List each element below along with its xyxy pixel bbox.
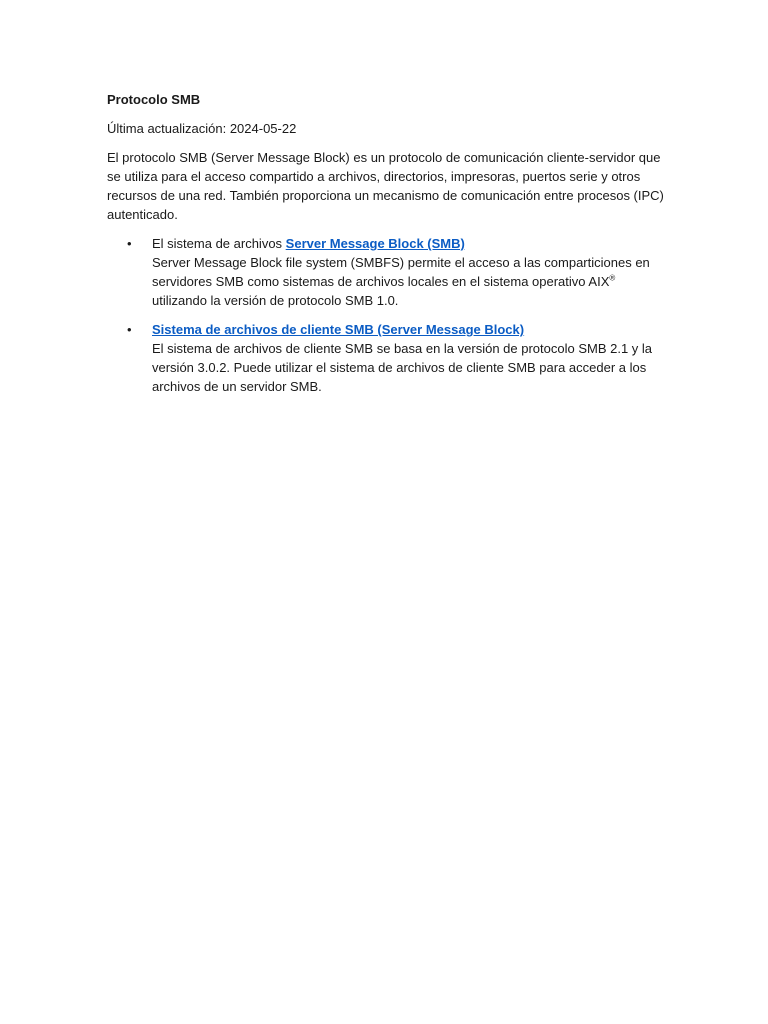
smb-link[interactable]: Server Message Block (SMB) xyxy=(285,236,465,251)
description-text: Server Message Block file system (SMBFS) permite el acceso a las comparticiones en servidores SMB como sistemas de archivos locales en el sistema operativo AIX xyxy=(152,255,650,289)
bullet-icon: • xyxy=(127,322,132,337)
item-description xyxy=(152,253,667,310)
page-title: Protocolo SMB xyxy=(107,92,201,107)
description-text-end: utilizando la versión de protocolo SMB 1.0. xyxy=(152,293,399,308)
item-prefix: El sistema de archivos xyxy=(152,236,286,251)
document-page xyxy=(107,90,667,406)
intro-paragraph: El protocolo SMB (Server Message Block) es un protocolo de comunicación cliente-servidor que se utiliza para el acceso compartido a archivos, directorios, impresoras, puertos serie y otros recursos de una red. También proporciona un mecanismo de comunicación entre procesos (IPC) autenticado. xyxy=(107,150,664,222)
topic-list xyxy=(107,234,667,396)
last-updated: Última actualización: 2024-05-22 xyxy=(107,121,297,136)
list-item xyxy=(107,320,667,396)
bullet-icon: • xyxy=(127,236,132,251)
registered-mark: ® xyxy=(609,273,616,283)
smb-client-link[interactable]: Sistema de archivos de cliente SMB (Server Message Block) xyxy=(152,322,525,337)
item-description: El sistema de archivos de cliente SMB se basa en la versión de protocolo SMB 2.1 y la versión 3.0.2. Puede utilizar el sistema de archivos de cliente SMB para acceder a los archivos de un servidor SMB. xyxy=(152,341,653,394)
list-item xyxy=(107,234,667,310)
